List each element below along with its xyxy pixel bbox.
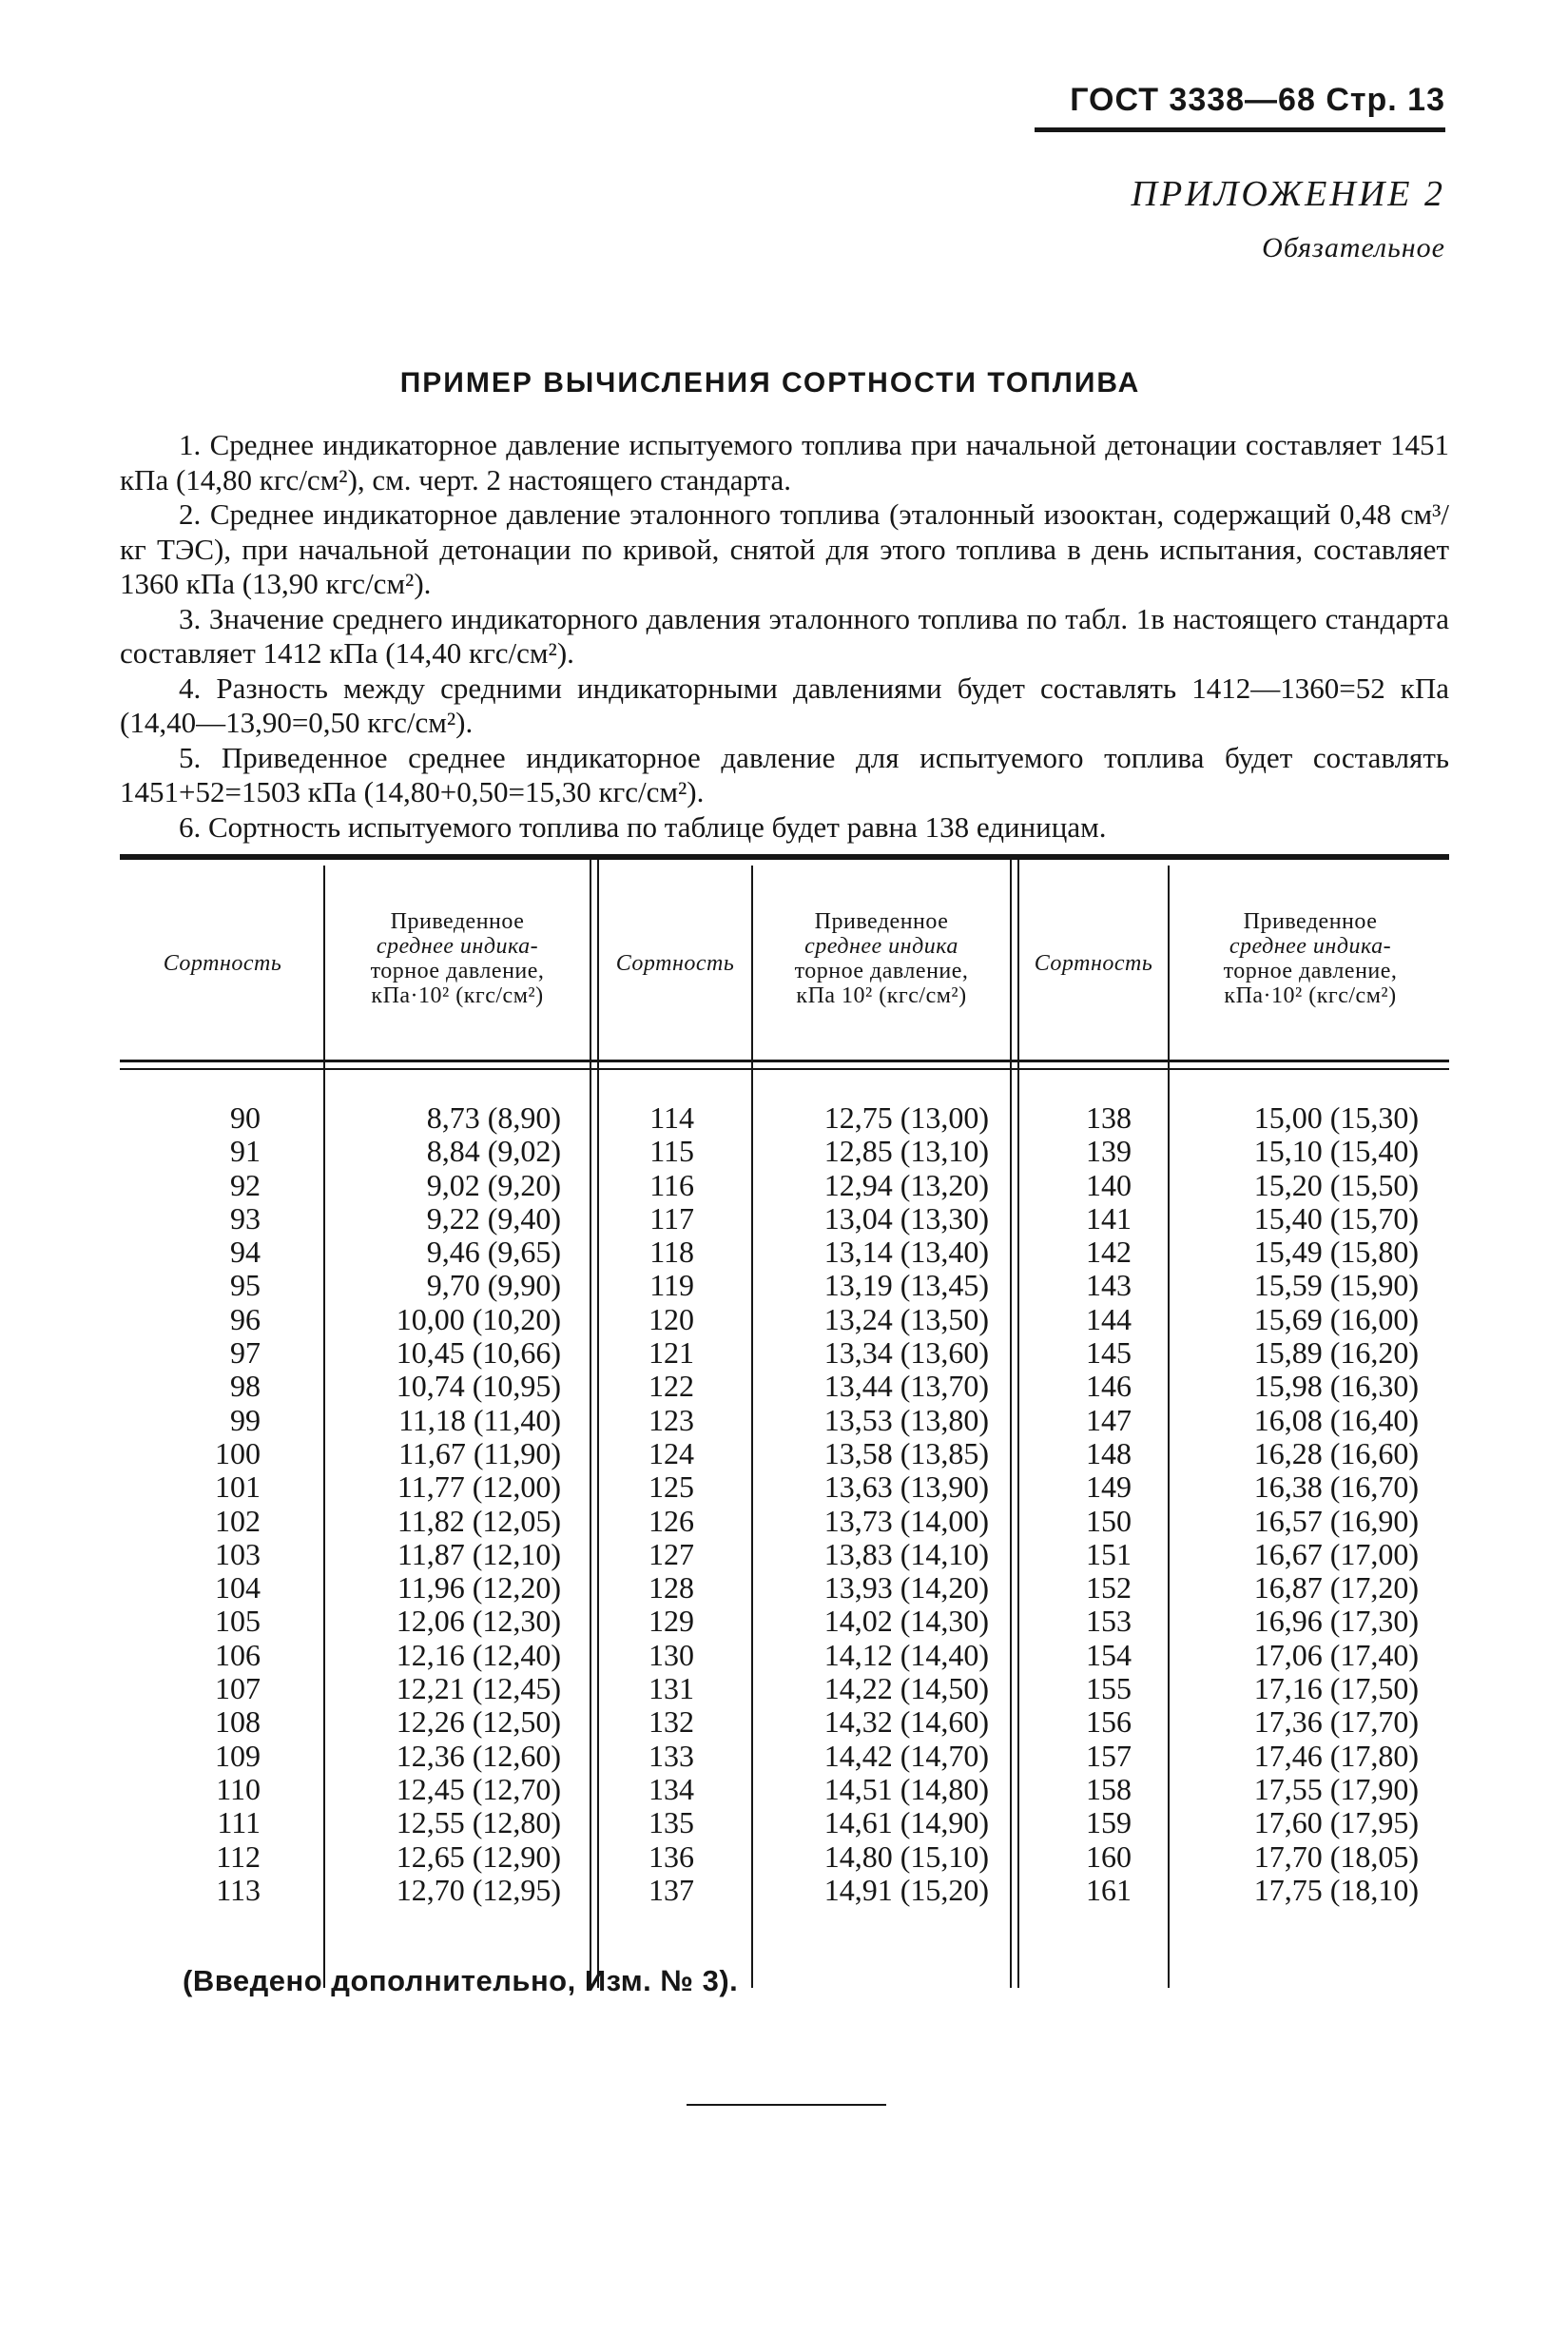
annex-title: ПРИЛОЖЕНИЕ 2	[1131, 174, 1445, 214]
cell-grade: 109	[215, 1738, 261, 1773]
cell-pressure: 15,69 (16,00)	[1253, 1301, 1419, 1336]
table-row	[0, 1538, 1568, 1571]
cell-grade: 150	[1086, 1503, 1132, 1538]
cell-grade: 158	[1086, 1771, 1132, 1806]
cell-pressure: 13,24 (13,50)	[823, 1301, 989, 1336]
cell-pressure: 14,12 (14,40)	[823, 1637, 989, 1672]
table-row	[0, 1336, 1568, 1370]
cell-pressure: 16,28 (16,60)	[1253, 1435, 1419, 1470]
paragraph: 5. Приведенное среднее индикаторное давление для испытуемого топлива будет составлять 1451+52=1503 кПа (14,80+0,50=15,30 кгс/см²).	[120, 740, 1449, 808]
table-row	[0, 1404, 1568, 1437]
table-row	[0, 1202, 1568, 1236]
cell-grade: 123	[648, 1402, 694, 1437]
cell-grade: 144	[1086, 1301, 1132, 1336]
cell-grade: 127	[648, 1536, 694, 1571]
table-row	[0, 1639, 1568, 1672]
cell-grade: 122	[648, 1369, 694, 1404]
cell-pressure: 8,84 (9,02)	[426, 1134, 561, 1169]
cell-grade: 148	[1086, 1435, 1132, 1470]
cell-grade: 99	[230, 1402, 261, 1437]
cell-grade: 121	[648, 1335, 694, 1371]
table-row	[0, 1740, 1568, 1773]
cell-pressure: 9,46 (9,65)	[426, 1235, 561, 1270]
cell-pressure: 14,61 (14,90)	[823, 1805, 989, 1840]
header-pressure	[755, 909, 1008, 1008]
cell-pressure: 11,96 (12,20)	[397, 1570, 561, 1605]
cell-grade: 137	[648, 1872, 694, 1907]
header-grade: Сортность	[1034, 951, 1153, 976]
cell-pressure: 13,73 (14,00)	[823, 1503, 989, 1538]
cell-pressure: 15,00 (15,30)	[1253, 1100, 1419, 1135]
cell-grade: 124	[648, 1435, 694, 1470]
cell-pressure: 17,06 (17,40)	[1253, 1637, 1419, 1672]
table-row	[0, 1773, 1568, 1806]
amendment-note: (Введено дополнительно, Изм. № 3).	[183, 1964, 739, 1997]
table-row	[0, 1505, 1568, 1538]
cell-pressure: 12,16 (12,40)	[396, 1637, 561, 1672]
cell-grade: 153	[1086, 1604, 1132, 1639]
cell-pressure: 16,57 (16,90)	[1253, 1503, 1419, 1538]
cell-pressure: 14,42 (14,70)	[823, 1738, 989, 1773]
cell-grade: 117	[649, 1200, 694, 1236]
table-row	[0, 1236, 1568, 1269]
table-row	[0, 1269, 1568, 1302]
cell-pressure: 15,98 (16,30)	[1253, 1369, 1419, 1404]
cell-grade: 107	[215, 1671, 261, 1706]
cell-grade: 102	[215, 1503, 261, 1538]
cell-grade: 139	[1086, 1134, 1132, 1169]
cell-pressure: 15,10 (15,40)	[1253, 1134, 1419, 1169]
cell-pressure: 14,91 (15,20)	[823, 1872, 989, 1907]
cell-grade: 160	[1086, 1839, 1132, 1874]
cell-grade: 100	[215, 1435, 261, 1470]
cell-grade: 97	[230, 1335, 261, 1371]
table-row	[0, 1135, 1568, 1168]
header-line: кПа·10² (кгс/см²)	[1224, 983, 1397, 1008]
cell-grade: 93	[230, 1200, 261, 1236]
table-row	[0, 1874, 1568, 1907]
cell-grade: 138	[1086, 1100, 1132, 1135]
page-header: ГОСТ 3338—68 Стр. 13	[1070, 82, 1445, 118]
cell-pressure: 9,70 (9,90)	[426, 1268, 561, 1303]
cell-pressure: 17,55 (17,90)	[1253, 1771, 1419, 1806]
cell-grade: 103	[215, 1536, 261, 1571]
cell-grade: 132	[648, 1704, 694, 1740]
cell-pressure: 11,67 (11,90)	[398, 1435, 561, 1470]
cell-pressure: 12,55 (12,80)	[396, 1805, 561, 1840]
table-row	[0, 1101, 1568, 1135]
cell-grade: 108	[215, 1704, 261, 1740]
cell-grade: 119	[649, 1268, 694, 1303]
cell-grade: 96	[230, 1301, 261, 1336]
header-separator	[120, 1060, 1449, 1062]
cell-pressure: 13,53 (13,80)	[823, 1402, 989, 1437]
header-line: торное давление,	[1223, 959, 1398, 983]
cell-pressure: 16,67 (17,00)	[1253, 1536, 1419, 1571]
cell-pressure: 12,65 (12,90)	[396, 1839, 561, 1874]
header-line: торное давление,	[370, 959, 545, 983]
cell-pressure: 15,40 (15,70)	[1253, 1200, 1419, 1236]
header-line: среднее индика-	[1229, 934, 1392, 959]
paragraph: 3. Значение среднего индикаторного давления эталонного топлива по табл. 1в настоящего стандарта составляет 1412 кПа (14,40 кгс/см²).	[120, 601, 1449, 670]
cell-pressure: 15,89 (16,20)	[1253, 1335, 1419, 1371]
cell-pressure: 14,80 (15,10)	[823, 1839, 989, 1874]
paragraph: 2. Среднее индикаторное давление эталонного топлива (эталонный изооктан, содержащий 0,48 см³/кг ТЭС), при начальной детонации по кривой, снятой для этого топлива в день испытания, составляет 1360 кПа (13,90 кгс/см²).	[120, 497, 1449, 600]
cell-pressure: 16,96 (17,30)	[1253, 1604, 1419, 1639]
header-separator	[120, 1068, 1449, 1070]
cell-grade: 101	[215, 1469, 261, 1505]
cell-grade: 120	[648, 1301, 694, 1336]
cell-grade: 135	[648, 1805, 694, 1840]
cell-grade: 147	[1086, 1402, 1132, 1437]
table-row	[0, 1571, 1568, 1605]
cell-grade: 114	[649, 1100, 694, 1135]
cell-pressure: 15,59 (15,90)	[1253, 1268, 1419, 1303]
cell-pressure: 9,22 (9,40)	[426, 1200, 561, 1236]
cell-grade: 106	[215, 1637, 261, 1672]
cell-pressure: 10,45 (10,66)	[396, 1335, 561, 1371]
cell-pressure: 17,75 (18,10)	[1253, 1872, 1419, 1907]
table-row	[0, 1303, 1568, 1336]
cell-grade: 149	[1086, 1469, 1132, 1505]
cell-pressure: 15,49 (15,80)	[1253, 1235, 1419, 1270]
cell-grade: 118	[649, 1235, 694, 1270]
cell-pressure: 13,44 (13,70)	[823, 1369, 989, 1404]
cell-grade: 105	[215, 1604, 261, 1639]
cell-grade: 157	[1086, 1738, 1132, 1773]
table-top-rule	[120, 854, 1449, 860]
cell-grade: 154	[1086, 1637, 1132, 1672]
header-grade: Сортность	[615, 951, 735, 976]
cell-pressure: 9,02 (9,20)	[426, 1167, 561, 1202]
table-row	[0, 1169, 1568, 1202]
cell-grade: 146	[1086, 1369, 1132, 1404]
header-pressure	[1171, 909, 1449, 1008]
table-row	[0, 1806, 1568, 1839]
cell-pressure: 12,94 (13,20)	[823, 1167, 989, 1202]
cell-grade: 104	[215, 1570, 261, 1605]
cell-grade: 90	[230, 1100, 261, 1135]
cell-pressure: 13,04 (13,30)	[823, 1200, 989, 1236]
cell-pressure: 14,32 (14,60)	[823, 1704, 989, 1740]
cell-pressure: 17,46 (17,80)	[1253, 1738, 1419, 1773]
cell-grade: 141	[1086, 1200, 1132, 1236]
cell-pressure: 11,82 (12,05)	[397, 1503, 561, 1538]
cell-pressure: 13,58 (13,85)	[823, 1435, 989, 1470]
cell-grade: 110	[216, 1771, 261, 1806]
cell-grade: 125	[648, 1469, 694, 1505]
cell-grade: 134	[648, 1771, 694, 1806]
header-pressure	[327, 909, 588, 1008]
cell-grade: 111	[217, 1805, 261, 1840]
cell-pressure: 13,19 (13,45)	[823, 1268, 989, 1303]
cell-grade: 112	[216, 1839, 261, 1874]
cell-grade: 128	[648, 1570, 694, 1605]
cell-pressure: 14,22 (14,50)	[823, 1671, 989, 1706]
cell-pressure: 13,83 (14,10)	[823, 1536, 989, 1571]
cell-pressure: 17,16 (17,50)	[1253, 1671, 1419, 1706]
header-line: кПа·10² (кгс/см²)	[371, 983, 544, 1008]
example-text	[120, 428, 1449, 845]
cell-grade: 159	[1086, 1805, 1132, 1840]
cell-pressure: 12,75 (13,00)	[823, 1100, 989, 1135]
cell-grade: 142	[1086, 1235, 1132, 1270]
header-line: Приведенное	[814, 909, 949, 934]
cell-pressure: 12,36 (12,60)	[396, 1738, 561, 1773]
paragraph: 6. Сортность испытуемого топлива по таблице будет равна 138 единицам.	[179, 809, 1107, 844]
cell-pressure: 16,08 (16,40)	[1253, 1402, 1419, 1437]
cell-grade: 113	[216, 1872, 261, 1907]
cell-grade: 145	[1086, 1335, 1132, 1371]
cell-pressure: 13,93 (14,20)	[823, 1570, 989, 1605]
table-row	[0, 1605, 1568, 1638]
cell-pressure: 11,87 (12,10)	[397, 1536, 561, 1571]
table-body	[0, 1101, 1568, 1907]
header-line: среднее индика	[804, 934, 958, 959]
cell-grade: 131	[648, 1671, 694, 1706]
header-line: среднее индика-	[376, 934, 539, 959]
cell-grade: 91	[230, 1134, 261, 1169]
cell-pressure: 12,45 (12,70)	[396, 1771, 561, 1806]
cell-grade: 156	[1086, 1704, 1132, 1740]
table-row	[0, 1437, 1568, 1470]
cell-pressure: 13,14 (13,40)	[823, 1235, 989, 1270]
header-grade: Сортность	[163, 951, 282, 976]
cell-pressure: 14,02 (14,30)	[823, 1604, 989, 1639]
cell-grade: 95	[230, 1268, 261, 1303]
header-rule	[1035, 127, 1445, 132]
cell-pressure: 17,60 (17,95)	[1253, 1805, 1419, 1840]
cell-grade: 143	[1086, 1268, 1132, 1303]
cell-grade: 155	[1086, 1671, 1132, 1706]
cell-pressure: 13,63 (13,90)	[823, 1469, 989, 1505]
cell-grade: 115	[649, 1134, 694, 1169]
cell-pressure: 17,36 (17,70)	[1253, 1704, 1419, 1740]
cell-pressure: 12,85 (13,10)	[823, 1134, 989, 1169]
cell-grade: 161	[1086, 1872, 1132, 1907]
cell-grade: 136	[648, 1839, 694, 1874]
table-row	[0, 1470, 1568, 1504]
cell-pressure: 15,20 (15,50)	[1253, 1167, 1419, 1202]
table-row	[0, 1672, 1568, 1705]
table-row	[0, 1840, 1568, 1874]
paragraph: 1. Среднее индикаторное давление испытуемого топлива при начальной детонации составляет 1451 кПа (14,80 кгс/см²), см. черт. 2 настоящего стандарта.	[120, 428, 1449, 496]
end-rule	[687, 2104, 886, 2106]
cell-grade: 126	[648, 1503, 694, 1538]
cell-pressure: 12,26 (12,50)	[396, 1704, 561, 1740]
annex-subtitle: Обязательное	[1262, 232, 1445, 263]
cell-pressure: 14,51 (14,80)	[823, 1771, 989, 1806]
cell-grade: 94	[230, 1235, 261, 1270]
cell-pressure: 11,77 (12,00)	[397, 1469, 561, 1505]
cell-pressure: 8,73 (8,90)	[426, 1100, 561, 1135]
cell-pressure: 13,34 (13,60)	[823, 1335, 989, 1371]
cell-pressure: 12,70 (12,95)	[396, 1872, 561, 1907]
header-line: торное давление,	[794, 959, 969, 983]
cell-grade: 130	[648, 1637, 694, 1672]
cell-pressure: 16,87 (17,20)	[1253, 1570, 1419, 1605]
cell-pressure: 10,00 (10,20)	[396, 1301, 561, 1336]
cell-pressure: 10,74 (10,95)	[396, 1369, 561, 1404]
cell-pressure: 12,21 (12,45)	[396, 1671, 561, 1706]
cell-grade: 129	[648, 1604, 694, 1639]
table-row	[0, 1705, 1568, 1739]
cell-grade: 92	[230, 1167, 261, 1202]
header-line: Приведенное	[390, 909, 525, 934]
cell-grade: 116	[649, 1167, 694, 1202]
cell-pressure: 12,06 (12,30)	[396, 1604, 561, 1639]
cell-grade: 152	[1086, 1570, 1132, 1605]
header-line: кПа 10² (кгс/см²)	[796, 983, 967, 1008]
header-line: Приведенное	[1243, 909, 1378, 934]
cell-pressure: 11,18 (11,40)	[398, 1402, 561, 1437]
section-title: ПРИМЕР ВЫЧИСЛЕНИЯ СОРТНОСТИ ТОПЛИВА	[399, 367, 1141, 399]
cell-grade: 151	[1086, 1536, 1132, 1571]
cell-grade: 98	[230, 1369, 261, 1404]
cell-grade: 133	[648, 1738, 694, 1773]
cell-pressure: 16,38 (16,70)	[1253, 1469, 1419, 1505]
cell-grade: 140	[1086, 1167, 1132, 1202]
table-row	[0, 1370, 1568, 1403]
paragraph: 4. Разность между средними индикаторными давлениями будет составлять 1412—1360=52 кПа (14,40—13,90=0,50 кгс/см²).	[120, 671, 1449, 739]
cell-pressure: 17,70 (18,05)	[1253, 1839, 1419, 1874]
